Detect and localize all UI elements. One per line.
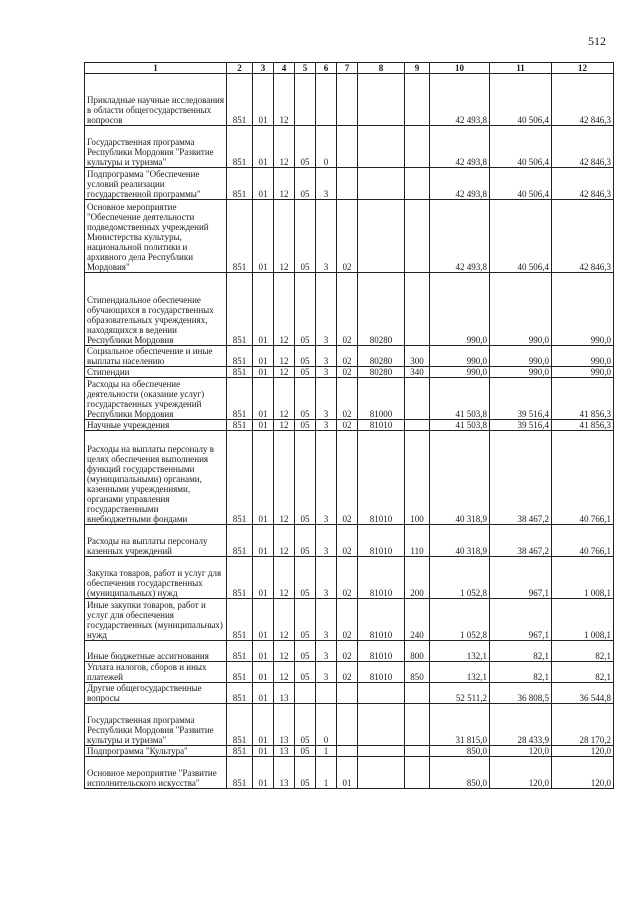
table-row xyxy=(85,525,614,557)
row-name-cell: Основное мероприятие "Обеспечение деятельности подведомственных учреждений Министерства культуры, национальной политики и архивного дела Республики Мордовия" xyxy=(85,200,227,273)
table-cell: 851 xyxy=(227,599,253,641)
table-cell xyxy=(337,683,358,704)
table-cell: 851 xyxy=(227,683,253,704)
column-header-8: 8 xyxy=(358,63,405,74)
table-cell: 01 xyxy=(253,346,274,367)
table-cell: 05 xyxy=(295,346,316,367)
table-cell: 02 xyxy=(337,431,358,525)
table-cell: 01 xyxy=(253,420,274,431)
table-cell: 81010 xyxy=(358,599,405,641)
table-cell: 990,0 xyxy=(490,273,552,346)
table-cell: 12 xyxy=(274,378,295,420)
table-row xyxy=(85,757,614,789)
table-cell: 05 xyxy=(295,273,316,346)
table-cell xyxy=(358,757,405,789)
table-cell: 05 xyxy=(295,704,316,746)
table-cell: 1 xyxy=(316,757,337,789)
table-cell: 01 xyxy=(253,757,274,789)
table-cell: 40 766,1 xyxy=(552,431,614,525)
table-cell: 81010 xyxy=(358,420,405,431)
table-cell: 02 xyxy=(337,273,358,346)
row-name-cell: Прикладные научные исследования в области общегосударственных вопросов xyxy=(85,74,227,126)
table-cell: 42 493,8 xyxy=(430,200,490,273)
table-cell: 300 xyxy=(405,346,430,367)
table-row xyxy=(85,662,614,683)
table-cell: 81000 xyxy=(358,378,405,420)
row-name-cell: Другие общегосударственные вопросы xyxy=(85,683,227,704)
table-cell: 3 xyxy=(316,662,337,683)
table-cell: 02 xyxy=(337,200,358,273)
table-cell: 13 xyxy=(274,746,295,757)
table-cell: 05 xyxy=(295,200,316,273)
table-cell: 42 493,8 xyxy=(430,74,490,126)
table-cell xyxy=(405,126,430,168)
table-cell: 990,0 xyxy=(430,367,490,378)
table-row xyxy=(85,683,614,704)
column-header-12: 12 xyxy=(552,63,614,74)
table-cell xyxy=(337,704,358,746)
table-cell xyxy=(358,74,405,126)
table-cell: 3 xyxy=(316,599,337,641)
row-name-cell: Основное мероприятие "Развитие исполнительского искусства" xyxy=(85,757,227,789)
table-cell: 36 808,5 xyxy=(490,683,552,704)
table-cell: 850,0 xyxy=(430,746,490,757)
table-cell: 851 xyxy=(227,200,253,273)
table-header-row xyxy=(85,63,614,74)
table-cell: 41 856,3 xyxy=(552,420,614,431)
table-row xyxy=(85,431,614,525)
table-cell: 120,0 xyxy=(552,746,614,757)
table-cell: 01 xyxy=(253,126,274,168)
table-cell: 05 xyxy=(295,126,316,168)
table-cell: 851 xyxy=(227,367,253,378)
table-cell: 05 xyxy=(295,168,316,200)
table-row xyxy=(85,420,614,431)
table-cell: 01 xyxy=(253,273,274,346)
row-name-cell: Подпрограмма "Обеспечение условий реализации государственной программы" xyxy=(85,168,227,200)
table-cell: 851 xyxy=(227,757,253,789)
column-header-1: 1 xyxy=(85,63,227,74)
table-row xyxy=(85,126,614,168)
row-name-cell: Государственная программа Республики Мордовия "Развитие культуры и туризма" xyxy=(85,704,227,746)
table-row xyxy=(85,168,614,200)
table-cell: 3 xyxy=(316,378,337,420)
table-row xyxy=(85,557,614,599)
table-row xyxy=(85,704,614,746)
column-header-9: 9 xyxy=(405,63,430,74)
table-cell: 990,0 xyxy=(552,367,614,378)
table-cell xyxy=(358,126,405,168)
table-cell: 3 xyxy=(316,641,337,662)
table-cell: 05 xyxy=(295,641,316,662)
table-cell: 05 xyxy=(295,599,316,641)
table-row xyxy=(85,746,614,757)
row-name-cell: Государственная программа Республики Мордовия "Развитие культуры и туризма" xyxy=(85,126,227,168)
table-cell: 3 xyxy=(316,346,337,367)
table-cell: 40 318,9 xyxy=(430,431,490,525)
table-cell: 40 766,1 xyxy=(552,525,614,557)
table-cell: 3 xyxy=(316,431,337,525)
table-cell xyxy=(405,273,430,346)
row-name-cell: Стипендиальное обеспечение обучающихся в государственных образовательных учреждениях, находящихся в ведении Республики Мордовия xyxy=(85,273,227,346)
table-cell: 40 318,9 xyxy=(430,525,490,557)
table-cell: 990,0 xyxy=(490,367,552,378)
row-name-cell: Закупка товаров, работ и услуг для обеспечения государственных (муниципальных) нужд xyxy=(85,557,227,599)
table-cell: 82,1 xyxy=(490,641,552,662)
table-cell: 851 xyxy=(227,557,253,599)
table-cell: 39 516,4 xyxy=(490,378,552,420)
table-cell: 05 xyxy=(295,757,316,789)
table-cell: 12 xyxy=(274,431,295,525)
table-cell: 05 xyxy=(295,662,316,683)
table-cell xyxy=(358,168,405,200)
table-cell: 40 506,4 xyxy=(490,200,552,273)
table-cell: 120,0 xyxy=(490,746,552,757)
column-header-4: 4 xyxy=(274,63,295,74)
table-cell: 02 xyxy=(337,557,358,599)
table-cell: 132,1 xyxy=(430,641,490,662)
table-cell: 3 xyxy=(316,557,337,599)
table-cell: 851 xyxy=(227,420,253,431)
table-cell: 81010 xyxy=(358,431,405,525)
table-cell: 851 xyxy=(227,431,253,525)
table-cell xyxy=(358,704,405,746)
table-cell xyxy=(337,126,358,168)
table-cell: 01 xyxy=(253,557,274,599)
table-cell: 01 xyxy=(253,746,274,757)
table-cell xyxy=(405,420,430,431)
table-cell: 02 xyxy=(337,367,358,378)
column-header-2: 2 xyxy=(227,63,253,74)
table-cell: 851 xyxy=(227,746,253,757)
table-cell xyxy=(337,168,358,200)
table-cell: 41 503,8 xyxy=(430,420,490,431)
table-cell xyxy=(405,168,430,200)
table-cell: 01 xyxy=(337,757,358,789)
table-cell: 01 xyxy=(253,378,274,420)
column-header-6: 6 xyxy=(316,63,337,74)
table-cell: 05 xyxy=(295,746,316,757)
table-cell: 200 xyxy=(405,557,430,599)
table-cell: 990,0 xyxy=(430,273,490,346)
table-row xyxy=(85,273,614,346)
row-name-cell: Расходы на обеспечение деятельности (оказание услуг) государственных учреждений Республики Мордовия xyxy=(85,378,227,420)
table-cell: 12 xyxy=(274,525,295,557)
row-name-cell: Стипендии xyxy=(85,367,227,378)
table-cell: 31 815,0 xyxy=(430,704,490,746)
table-cell: 40 506,4 xyxy=(490,168,552,200)
table-cell: 39 516,4 xyxy=(490,420,552,431)
table-cell: 81010 xyxy=(358,557,405,599)
table-cell: 990,0 xyxy=(430,346,490,367)
table-cell: 3 xyxy=(316,200,337,273)
table-cell: 12 xyxy=(274,126,295,168)
table-cell: 02 xyxy=(337,525,358,557)
table-cell xyxy=(405,74,430,126)
table-cell: 12 xyxy=(274,557,295,599)
table-cell xyxy=(358,746,405,757)
table-cell: 12 xyxy=(274,168,295,200)
table-row xyxy=(85,367,614,378)
table-cell: 05 xyxy=(295,378,316,420)
table-cell: 01 xyxy=(253,599,274,641)
table-cell: 1 008,1 xyxy=(552,599,614,641)
table-cell: 81010 xyxy=(358,525,405,557)
table-cell: 0 xyxy=(316,126,337,168)
table-cell: 82,1 xyxy=(490,662,552,683)
table-cell: 100 xyxy=(405,431,430,525)
table-cell: 12 xyxy=(274,273,295,346)
table-cell: 02 xyxy=(337,378,358,420)
table-cell: 3 xyxy=(316,525,337,557)
table-row xyxy=(85,378,614,420)
table-cell: 12 xyxy=(274,641,295,662)
table-cell: 02 xyxy=(337,662,358,683)
table-cell: 42 846,3 xyxy=(552,200,614,273)
table-cell: 81010 xyxy=(358,641,405,662)
table-cell: 80280 xyxy=(358,367,405,378)
table-row xyxy=(85,599,614,641)
table-cell: 990,0 xyxy=(552,273,614,346)
table-cell: 28 170,2 xyxy=(552,704,614,746)
table-cell: 1 052,8 xyxy=(430,599,490,641)
table-row xyxy=(85,74,614,126)
table-cell: 42 493,8 xyxy=(430,126,490,168)
table-cell: 52 511,2 xyxy=(430,683,490,704)
table-cell: 05 xyxy=(295,525,316,557)
table-cell: 82,1 xyxy=(552,641,614,662)
table-cell: 1 052,8 xyxy=(430,557,490,599)
table-cell: 02 xyxy=(337,346,358,367)
table-cell xyxy=(316,683,337,704)
table-cell: 01 xyxy=(253,74,274,126)
table-cell: 851 xyxy=(227,662,253,683)
table-row xyxy=(85,200,614,273)
table-body xyxy=(85,74,614,789)
row-name-cell: Научные учреждения xyxy=(85,420,227,431)
table-cell xyxy=(358,200,405,273)
row-name-cell: Иные бюджетные ассигнования xyxy=(85,641,227,662)
column-header-7: 7 xyxy=(337,63,358,74)
table-cell: 05 xyxy=(295,420,316,431)
table-cell: 0 xyxy=(316,704,337,746)
table-cell: 05 xyxy=(295,367,316,378)
table-cell xyxy=(337,74,358,126)
table-cell: 800 xyxy=(405,641,430,662)
table-cell: 13 xyxy=(274,757,295,789)
table-cell xyxy=(405,757,430,789)
table-cell: 01 xyxy=(253,431,274,525)
page-number: 512 xyxy=(588,34,606,48)
table-cell: 01 xyxy=(253,168,274,200)
table-cell: 340 xyxy=(405,367,430,378)
table-cell: 40 506,4 xyxy=(490,74,552,126)
table-cell: 81010 xyxy=(358,662,405,683)
row-name-cell: Уплата налогов, сборов и иных платежей xyxy=(85,662,227,683)
column-header-10: 10 xyxy=(430,63,490,74)
table-cell: 851 xyxy=(227,346,253,367)
table-cell: 850 xyxy=(405,662,430,683)
table-cell: 80280 xyxy=(358,273,405,346)
table-cell: 42 846,3 xyxy=(552,168,614,200)
table-cell: 967,1 xyxy=(490,599,552,641)
table-cell: 01 xyxy=(253,525,274,557)
table-cell: 851 xyxy=(227,74,253,126)
table-cell: 3 xyxy=(316,273,337,346)
table-cell: 01 xyxy=(253,683,274,704)
table-cell: 41 503,8 xyxy=(430,378,490,420)
table-row xyxy=(85,641,614,662)
table-cell: 38 467,2 xyxy=(490,431,552,525)
row-name-cell: Расходы на выплаты персоналу казенных учреждений xyxy=(85,525,227,557)
table-cell: 120,0 xyxy=(490,757,552,789)
column-header-3: 3 xyxy=(253,63,274,74)
row-name-cell: Социальное обеспечение и иные выплаты населению xyxy=(85,346,227,367)
table-cell: 12 xyxy=(274,420,295,431)
table-cell: 01 xyxy=(253,200,274,273)
table-cell: 38 467,2 xyxy=(490,525,552,557)
table-cell: 851 xyxy=(227,126,253,168)
table-cell: 851 xyxy=(227,168,253,200)
table-cell xyxy=(295,74,316,126)
table-cell: 42 846,3 xyxy=(552,126,614,168)
table-cell xyxy=(405,683,430,704)
table-cell: 990,0 xyxy=(552,346,614,367)
table-cell: 13 xyxy=(274,704,295,746)
table-cell: 36 544,8 xyxy=(552,683,614,704)
table-cell: 05 xyxy=(295,431,316,525)
table-cell: 41 856,3 xyxy=(552,378,614,420)
table-cell: 42 493,8 xyxy=(430,168,490,200)
table-cell: 05 xyxy=(295,557,316,599)
table-cell: 01 xyxy=(253,367,274,378)
table-row xyxy=(85,346,614,367)
table-cell xyxy=(337,746,358,757)
table-cell: 12 xyxy=(274,346,295,367)
row-name-cell: Иные закупки товаров, работ и услуг для обеспечения государственных (муниципальных) нужд xyxy=(85,599,227,641)
table-cell xyxy=(405,746,430,757)
table-cell: 80280 xyxy=(358,346,405,367)
table-cell: 110 xyxy=(405,525,430,557)
table-cell xyxy=(405,378,430,420)
table-cell: 3 xyxy=(316,168,337,200)
table-cell: 1 008,1 xyxy=(552,557,614,599)
table-cell: 12 xyxy=(274,74,295,126)
table-cell: 967,1 xyxy=(490,557,552,599)
table-cell: 851 xyxy=(227,525,253,557)
table-cell: 12 xyxy=(274,662,295,683)
table-cell: 851 xyxy=(227,273,253,346)
table-cell xyxy=(358,683,405,704)
table-cell: 851 xyxy=(227,704,253,746)
table-cell: 12 xyxy=(274,367,295,378)
column-header-5: 5 xyxy=(295,63,316,74)
table-cell: 851 xyxy=(227,378,253,420)
table-cell: 12 xyxy=(274,200,295,273)
table-cell xyxy=(316,74,337,126)
table-cell: 02 xyxy=(337,420,358,431)
table-cell xyxy=(405,704,430,746)
table-cell: 12 xyxy=(274,599,295,641)
row-name-cell: Подпрограмма "Культура" xyxy=(85,746,227,757)
table-cell: 850,0 xyxy=(430,757,490,789)
table-cell: 13 xyxy=(274,683,295,704)
table-cell: 82,1 xyxy=(552,662,614,683)
budget-table xyxy=(84,62,614,789)
table-cell: 851 xyxy=(227,641,253,662)
table-cell: 3 xyxy=(316,367,337,378)
table-cell xyxy=(295,683,316,704)
table-cell: 120,0 xyxy=(552,757,614,789)
table-cell: 42 846,3 xyxy=(552,74,614,126)
table-cell: 01 xyxy=(253,641,274,662)
table-cell: 01 xyxy=(253,662,274,683)
table-cell: 28 433,9 xyxy=(490,704,552,746)
table-cell: 01 xyxy=(253,704,274,746)
table-cell: 1 xyxy=(316,746,337,757)
table-cell: 990,0 xyxy=(490,346,552,367)
table-cell: 240 xyxy=(405,599,430,641)
table-cell: 3 xyxy=(316,420,337,431)
table-cell: 02 xyxy=(337,599,358,641)
table-cell: 02 xyxy=(337,641,358,662)
row-name-cell: Расходы на выплаты персоналу в целях обеспечения выполнения функций государственными (муниципальными) органами, казенными учреждениями, органами управления государственными внебюджетными фондами xyxy=(85,431,227,525)
table-cell: 132,1 xyxy=(430,662,490,683)
table-cell xyxy=(405,200,430,273)
column-header-11: 11 xyxy=(490,63,552,74)
table-cell: 40 506,4 xyxy=(490,126,552,168)
